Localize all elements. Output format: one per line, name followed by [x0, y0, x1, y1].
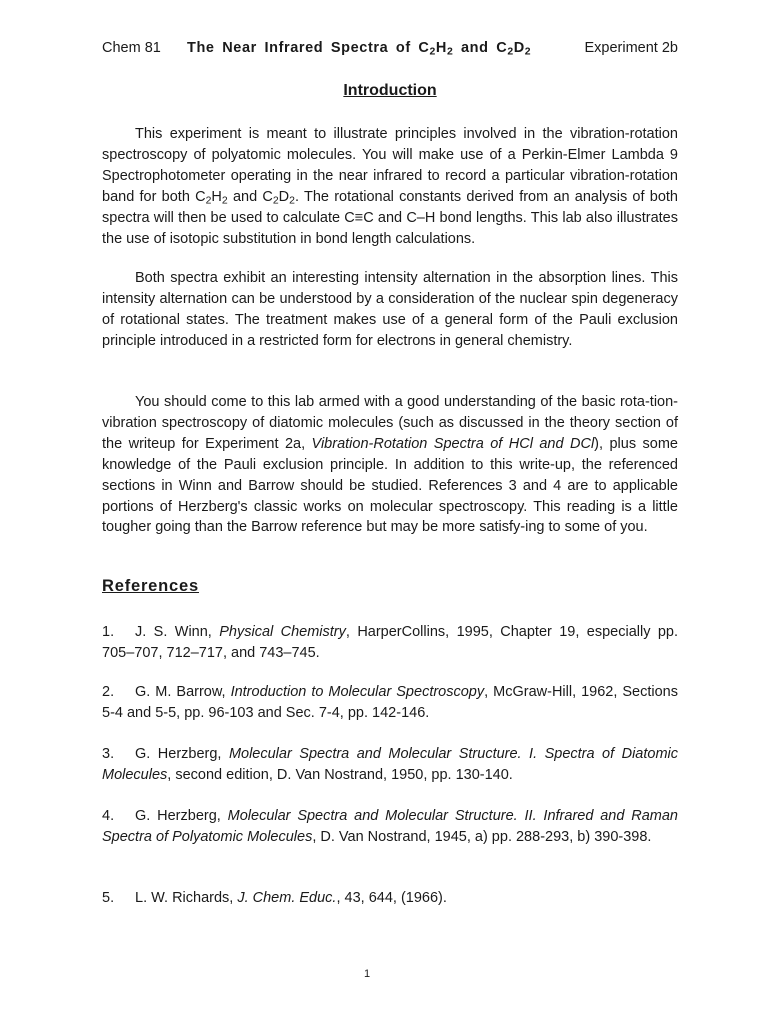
reference-item: 2. G. M. Barrow, Introduction to Molecular Spectroscopy, McGraw-Hill, 1962, Sections 5-4 and 5-5, pp. 96-103 and Sec. 7-4, pp. 142-146.	[102, 684, 678, 721]
page-header	[102, 40, 678, 62]
introduction-heading: Introduction	[343, 82, 437, 99]
reference-item: 5. L. W. Richards, J. Chem. Educ., 43, 644, (1966).	[102, 890, 447, 906]
reference-item: 4. G. Herzberg, Molecular Spectra and Molecular Structure. II. Infrared and Raman Spectra of Polyatomic Molecules, D. Van Nostrand, 1945, a) pp. 288-293, b) 390-398.	[102, 808, 678, 845]
reference-item: 3. G. Herzberg, Molecular Spectra and Molecular Structure. I. Spectra of Diatomic Molecules, second edition, D. Van Nostrand, 1950, pp. 130-140.	[102, 746, 679, 783]
reference-item: 1. J. S. Winn, Physical Chemistry, HarperCollins, 1995, Chapter 19, especially pp. 705–707, 712–717, and 743–745.	[102, 624, 679, 661]
course-label: Chem 81	[102, 40, 161, 56]
intro-paragraph-3: You should come to this lab armed with a good understanding of the basic rota-tion-vibration spectroscopy of diatomic molecules (such as discussed in the theory section of the writeup for Experiment 2a, Vibration-Rotation Spectra of HCl and DCl), plus some knowledge of the Pauli exclusion principle. In addition to this write-up, the referenced sections in Winn and Barrow should be studied. References 3 and 4 are to applicable portions of Herzberg's classic works on molecular spectroscopy. This reading is a little tougher going than the Barrow reference but may be more satisfy-ing to some of you.	[102, 394, 678, 536]
intro-paragraph-2: Both spectra exhibit an interesting intensity alternation in the absorption lines. This intensity alternation can be understood by a consideration of the nuclear spin degeneracy of rotational states. The treatment makes use of a general form of the Pauli exclusion principle introduced in a restricted form for electrons in general chemistry.	[102, 270, 678, 349]
references-heading: References	[102, 577, 199, 595]
experiment-label: Experiment 2b	[584, 40, 678, 56]
intro-paragraph-1: This experiment is meant to illustrate principles involved in the vibration-rotation spectroscopy of polyatomic molecules. You will make use of a Perkin-Elmer Lambda 9 Spectrophotometer operating in the near infrared to record a particular vibration-rotation band for both $C_2H_2$ and $C_2D_2$. The rotational constants derived from an analysis of both spectra will then be used to calculate C≡C and C–H bond lengths. This lab also illustrates the use of isotopic substitution in bond length calculations.	[102, 126, 678, 247]
document-title: The Near Infrared Spectra of $C_2H_2$ and $C_2D_2$	[187, 40, 532, 58]
page-number: 1	[363, 968, 371, 980]
